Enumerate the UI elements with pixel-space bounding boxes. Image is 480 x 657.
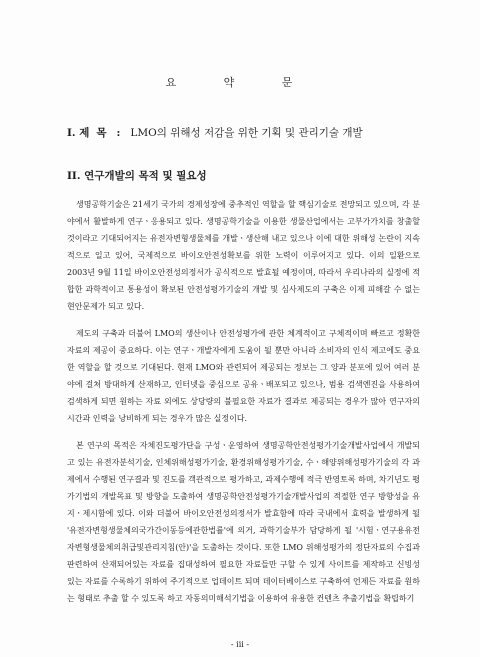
paragraph: 생명공학기술은 21세기 국가의 경제성장에 중추적인 역할을 할 핵심기술로 전망되고 있으며, 각 분야에서 활발하게 연구ㆍ응용되고 있다. 생명공학기술을 이용한 생물산업에서는 고부가가치를 창출할 것이라고 기대되어지는 유전자변형생물체를 개발ㆍ생산해 내고 있으나 이에 대한 위해성 논란이 지속적으로 일고 있어, 국제적으로 바이오안전성확보를 위한 노력이 이루어지고 있다. 이의 일환으로 2003년 9월 11일 바이오안전성의정서가 공식적으로 발효될 예정이며, 따라서 우리나라의 실정에 적합한 과학적이고 통용성이 확보된 안전성평가기술의 개발 및 심사제도의 구축은 이제 피해갈 수 없는 현안문제가 되고 있다. (67, 200, 420, 311)
paragraph: 제도의 구축과 더불어 LMO의 생산이나 안전성평가에 관한 체계적이고 구체적이며 빠르고 정확한 자료의 제공이 중요하다. 이는 연구ㆍ개발자에게 도움이 될 뿐만 아니라 소비자의 인식 제고에도 중요한 역할을 할 것으로 기대된다. 현재 LMO와 관련되어 제공되는 정보는 그 양과 분포에 있어 여러 분야에 걸쳐 방대하게 산재하고, 인터넷을 중심으로 공유ㆍ배포되고 있으나, 범용 검색엔진을 사용하여 검색하게 되면 원하는 자료 외에도 상당량의 불필요한 자료가 결과로 제공되는 경우가 많아 연구자의 시간과 인력을 낭비하게 되는 경우가 많은 실정이다. (67, 329, 420, 423)
body-text (67, 196, 420, 617)
section-title-text: LMO의 위해성 저감을 위한 기획 및 관리기술 개발 (130, 127, 363, 139)
page-title: 요 약 문 (165, 76, 315, 89)
page-number: - iii - (230, 640, 250, 649)
paragraph: 본 연구의 목적은 자체진도평가단을 구성ㆍ운영하여 생명공학안전성평가기술개발사업에서 개발되고 있는 유전자분석기술, 인체위해성평가기술, 환경위해성평가기술, 수ㆍ해양위해성평가기술의 각 과제에서 수행된 연구결과 및 진도를 객관적으로 평가하고, 과제수행에 적극 반영토록 하며, 차기년도 평가기법의 개발목표 및 방향을 도출하여 생명공학안전성평가기술개발사업의 적절한 연구 방향성을 유지ㆍ제시함에 있다. 이와 더불어 바이오안전성의정서가 발효함에 따라 국내에서 효력을 발생하게 될 '유전자변형생물체의국가간이동등에관한법률'에 의거, 과학기술부가 담당하게 될 '시험ㆍ연구용유전자변형생물체의취급및관리지침(안)'을 도출하는 것이다. 또한 LMO 위해성평가의 정단자료의 수집과 판련하여 산재되어있는 자료를 집대성하여 필요한 자료들만 구할 수 있게 사이트를 제작하고 신빙성 있는 자료를 수록하기 위하여 주기적으로 업데이트 되며 데이터베이스로 구축하여 언제든 자료를 원하는 형태로 추출 할 수 있도록 하고 자동의미해석기법을 이용하여 유용한 컨텐츠 추출기법을 확립하기 (67, 441, 420, 603)
section-label: 목: (96, 127, 131, 139)
section-heading: II. 연구개발의 목적 및 필요성 (67, 170, 207, 182)
section-number: I. 제 (67, 127, 90, 139)
section-title (67, 125, 363, 140)
